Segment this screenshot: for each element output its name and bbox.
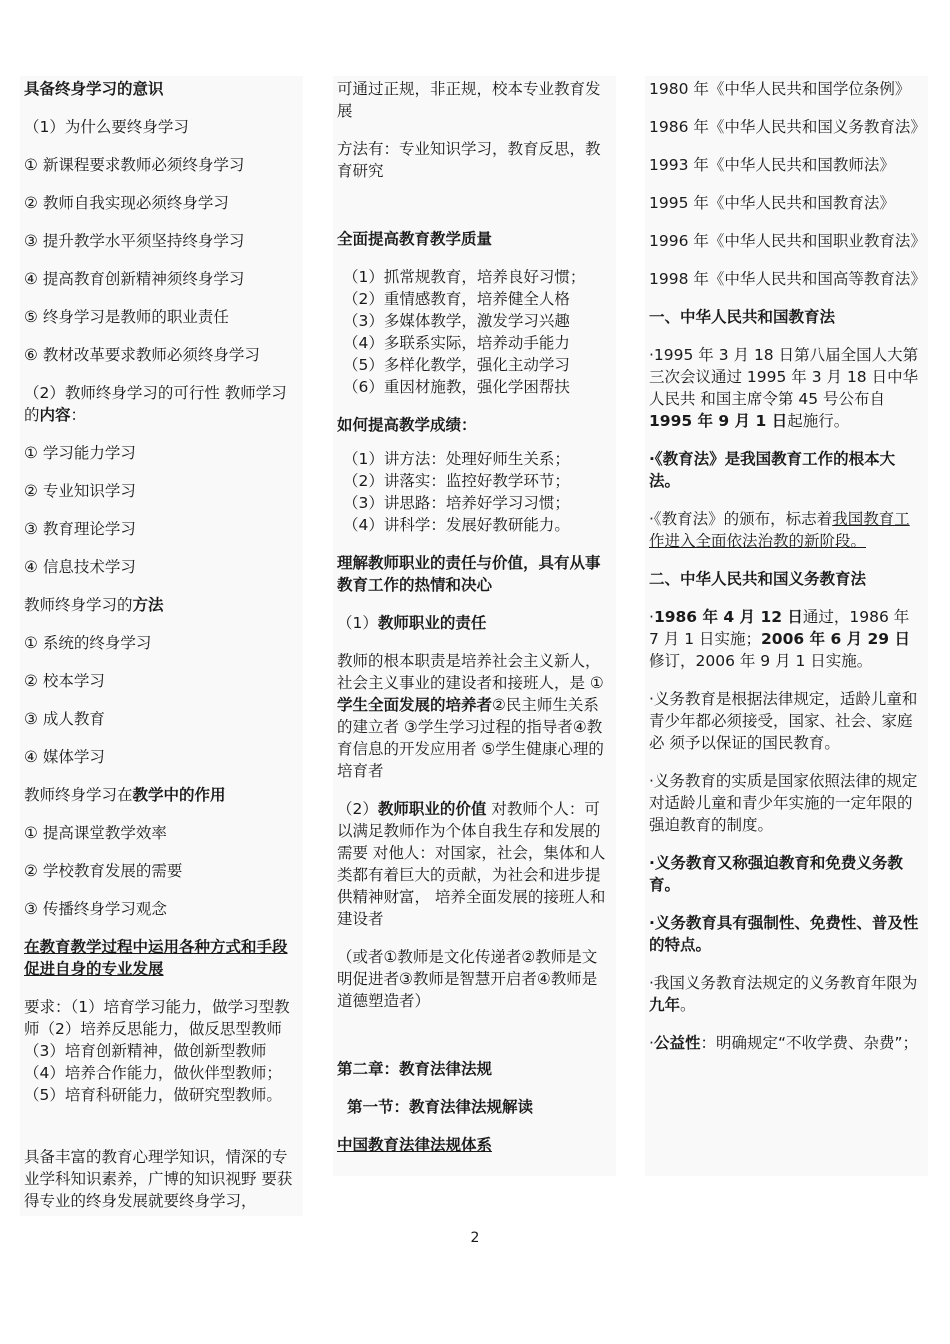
text-bold: 教师职业的价值 xyxy=(377,800,487,818)
list-item: ⑤ 终身学习是教师的职业责任 xyxy=(24,308,229,326)
chapter-2-title: 第二章：教育法律法规 xyxy=(337,1060,493,1078)
text-bold: 教学中的作用 xyxy=(132,786,226,804)
method-list xyxy=(24,632,299,768)
text-run: 教师终身学习在 xyxy=(24,786,133,804)
text-run: · xyxy=(649,1034,654,1052)
text-run: （2）教师终身学习的可行性 教师学习的 xyxy=(24,384,287,424)
list-item: 1980 年《中华人民共和国学位条例》 xyxy=(649,80,911,98)
responsibility-paragraph xyxy=(337,650,612,782)
subheading-feasibility xyxy=(24,382,299,426)
list-item: ④ 信息技术学习 xyxy=(24,558,136,576)
subheading-responsibility xyxy=(337,612,612,634)
list-item: （1）讲方法：处理好师生关系； xyxy=(343,450,570,468)
text-run: 。 xyxy=(680,996,696,1014)
heading-compulsory-education-law: 二、中华人民共和国义务教育法 xyxy=(649,570,867,588)
paragraph-development-channels: 可通过正规，非正规，校本专业教育发展 xyxy=(337,80,601,120)
compulsory-years xyxy=(649,972,924,1016)
text-bold: 九年 xyxy=(649,996,681,1014)
text-run: 教师终身学习的 xyxy=(24,596,133,614)
text-run: ·我国义务教育法规定的义务教育年限为 xyxy=(649,974,918,992)
list-item: （3）讲思路：培养好学习习惯； xyxy=(343,494,570,512)
text-run: 对教师个人：可以满足教师作为个体自我生存和发展的需要 对他人：对国家，社会，集体和人类都有着巨大的贡献，为社会和进步提供精神财富， 培养全面发展的接班人和建设者 xyxy=(337,800,606,928)
column-1 xyxy=(20,76,303,1216)
quality-list xyxy=(337,266,612,398)
list-item: ① 提高课堂教学效率 xyxy=(24,824,167,842)
text-bold: 1986 年 4 月 12 日 xyxy=(653,608,803,626)
list-item: ② 学校教育发展的需要 xyxy=(24,862,183,880)
page-number: 2 xyxy=(470,1230,480,1246)
list-item: （4）讲科学：发展好教研能力。 xyxy=(343,516,570,534)
text-underline: 我国教育工作进入全面依法治教的新阶段。 xyxy=(649,510,910,550)
list-item: 1995 年《中华人民共和国教育法》 xyxy=(649,194,895,212)
list-item: ④ 媒体学习 xyxy=(24,748,105,766)
score-list xyxy=(337,448,612,536)
subheading-why: （1）为什么要终身学习 xyxy=(24,118,189,136)
text-bold: 教师职业的责任 xyxy=(377,614,487,632)
list-item: ① 新课程要求教师必须终身学习 xyxy=(24,156,245,174)
list-item: （5）多样化教学，强化主动学习 xyxy=(343,356,570,374)
text-run: （1） xyxy=(337,614,378,632)
list-item: 1993 年《中华人民共和国教师法》 xyxy=(649,156,895,174)
list-item: ⑥ 教材改革要求教师必须终身学习 xyxy=(24,346,260,364)
column-3 xyxy=(645,76,928,1176)
list-item: ③ 传播终身学习观念 xyxy=(24,900,167,918)
heading-responsibility-value: 理解教师职业的责任与价值，具有从事教育工作的热情和决心 xyxy=(337,554,601,594)
why-list xyxy=(24,154,299,366)
list-item: （4）多联系实际，培养动手能力 xyxy=(343,334,570,352)
text-bold: 公益性 xyxy=(653,1034,701,1052)
list-item: （1）抓常规教育，培养良好习惯； xyxy=(343,268,586,286)
text-run: ②民主师生关系的建立者 ③学生学习过程的指导者④教育信息的开发应用者 ⑤学生健康心理的培育者 xyxy=(337,696,604,780)
compulsory-public-welfare xyxy=(649,1032,924,1054)
section-1-title: 第一节：教育法律法规解读 xyxy=(347,1098,534,1116)
subheading-role xyxy=(24,784,299,806)
text-run: ·1995 年 3 月 18 日第八届全国人大第三次会议通过 1995 年 3 月 18 日中华人民共 和国主席令第 45 号公布自 xyxy=(649,346,919,408)
list-item: （2）重情感教育，培养健全人格 xyxy=(343,290,570,308)
education-law-fundamental: ·《教育法》是我国教育工作的根本大法。 xyxy=(649,450,896,490)
list-item: ① 学习能力学习 xyxy=(24,444,136,462)
list-item: ② 教师自我实现必须终身学习 xyxy=(24,194,229,212)
compulsory-essence: ·义务教育的实质是国家依照法律的规定对适龄儿童和青少年实施的一定年限的 强迫教育的制度。 xyxy=(649,772,918,834)
content-list xyxy=(24,442,299,578)
heading-education-law: 一、中华人民共和国教育法 xyxy=(649,308,836,326)
requirements-paragraph: 要求：（1）培育学习能力，做学习型教师（2）培养反思能力，做反思型教师 （3）培育创新精神，做创新型教师（4）培养合作能力，做伙伴型教师；（5）培育科研能力，做研究型教师。 xyxy=(24,998,290,1104)
list-item: 1998 年《中华人民共和国高等教育法》 xyxy=(649,270,926,288)
paragraph-methods: 方法有：专业知识学习，教育反思，教育研究 xyxy=(337,140,601,180)
text-run: 修订，2006 年 9 月 1 日实施。 xyxy=(649,652,873,670)
list-item: ③ 成人教育 xyxy=(24,710,105,728)
law-list xyxy=(649,78,924,290)
alternative-roles-paragraph: （或者①教师是文化传递者②教师是文明促进者③教师是智慧开启者④教师是道德塑造者） xyxy=(337,948,598,1010)
compulsory-features: ·义务教育具有强制性、免费性、普及性的特点。 xyxy=(649,914,919,954)
knowledge-paragraph: 具备丰富的教育心理学知识，情深的专业学科知识素养，广博的知识视野 要获得专业的终身发展就要终身学习， xyxy=(24,1148,293,1210)
text-bold: 1995 年 9 月 1 日 xyxy=(649,412,788,430)
heading-improve-scores: 如何提高教学成绩： xyxy=(337,416,477,434)
text-bold: 学生全面发展的培养者 xyxy=(337,696,493,714)
role-list xyxy=(24,822,299,920)
text-run: ：明确规定“不收学费、杂费”； xyxy=(700,1034,919,1052)
value-paragraph xyxy=(337,798,612,930)
legal-system-heading: 中国教育法律法规体系 xyxy=(337,1136,493,1154)
text-run: 教师的根本职责是培养社会主义新人，社会主义事业的建设者和接班人，是 ① xyxy=(337,652,604,692)
list-item: ④ 提高教育创新精神须终身学习 xyxy=(24,270,245,288)
list-item: ① 系统的终身学习 xyxy=(24,634,152,652)
subheading-method xyxy=(24,594,299,616)
list-item: ② 专业知识学习 xyxy=(24,482,136,500)
heading-lifelong-learning: 具备终身学习的意识 xyxy=(24,80,164,98)
compulsory-alias: ·义务教育又称强迫教育和免费义务教育。 xyxy=(649,854,903,894)
education-law-significance xyxy=(649,508,924,552)
text-run: （2） xyxy=(337,800,378,818)
text-run: ： xyxy=(70,406,87,424)
education-law-enactment xyxy=(649,344,924,432)
compulsory-definition: ·义务教育是根据法律规定，适龄儿童和青少年都必须接受，国家、社会、家庭必 须予以保证的国民教育。 xyxy=(649,690,918,752)
text-run: 通过，1986 年 7 月 1 日实施； xyxy=(649,608,910,648)
text-bold: 2006 年 6 月 29 日 xyxy=(761,630,910,648)
list-item: ② 校本学习 xyxy=(24,672,105,690)
text-run: ·《教育法》的颁布，标志着 xyxy=(649,510,833,528)
text-bold: 内容 xyxy=(39,406,71,424)
list-item: ③ 提升教学水平须坚持终身学习 xyxy=(24,232,245,250)
text-run: · xyxy=(649,608,654,626)
heading-quality: 全面提高教育教学质量 xyxy=(337,230,493,248)
list-item: （2）讲落实：监控好教学环节； xyxy=(343,472,570,490)
list-item: 1986 年《中华人民共和国义务教育法》 xyxy=(649,118,926,136)
compulsory-law-dates xyxy=(649,606,924,672)
list-item: （3）多媒体教学，激发学习兴趣 xyxy=(343,312,570,330)
list-item: （6）重因材施教，强化学困帮扶 xyxy=(343,378,570,396)
text-bold: 方法 xyxy=(132,596,164,614)
text-run: 起施行。 xyxy=(787,412,850,430)
list-item: 1996 年《中华人民共和国职业教育法》 xyxy=(649,232,926,250)
list-item: ③ 教育理论学习 xyxy=(24,520,136,538)
column-2 xyxy=(333,76,616,1176)
heading-professional-development: 在教育教学过程中运用各种方式和手段促进自身的专业发展 xyxy=(24,938,288,978)
